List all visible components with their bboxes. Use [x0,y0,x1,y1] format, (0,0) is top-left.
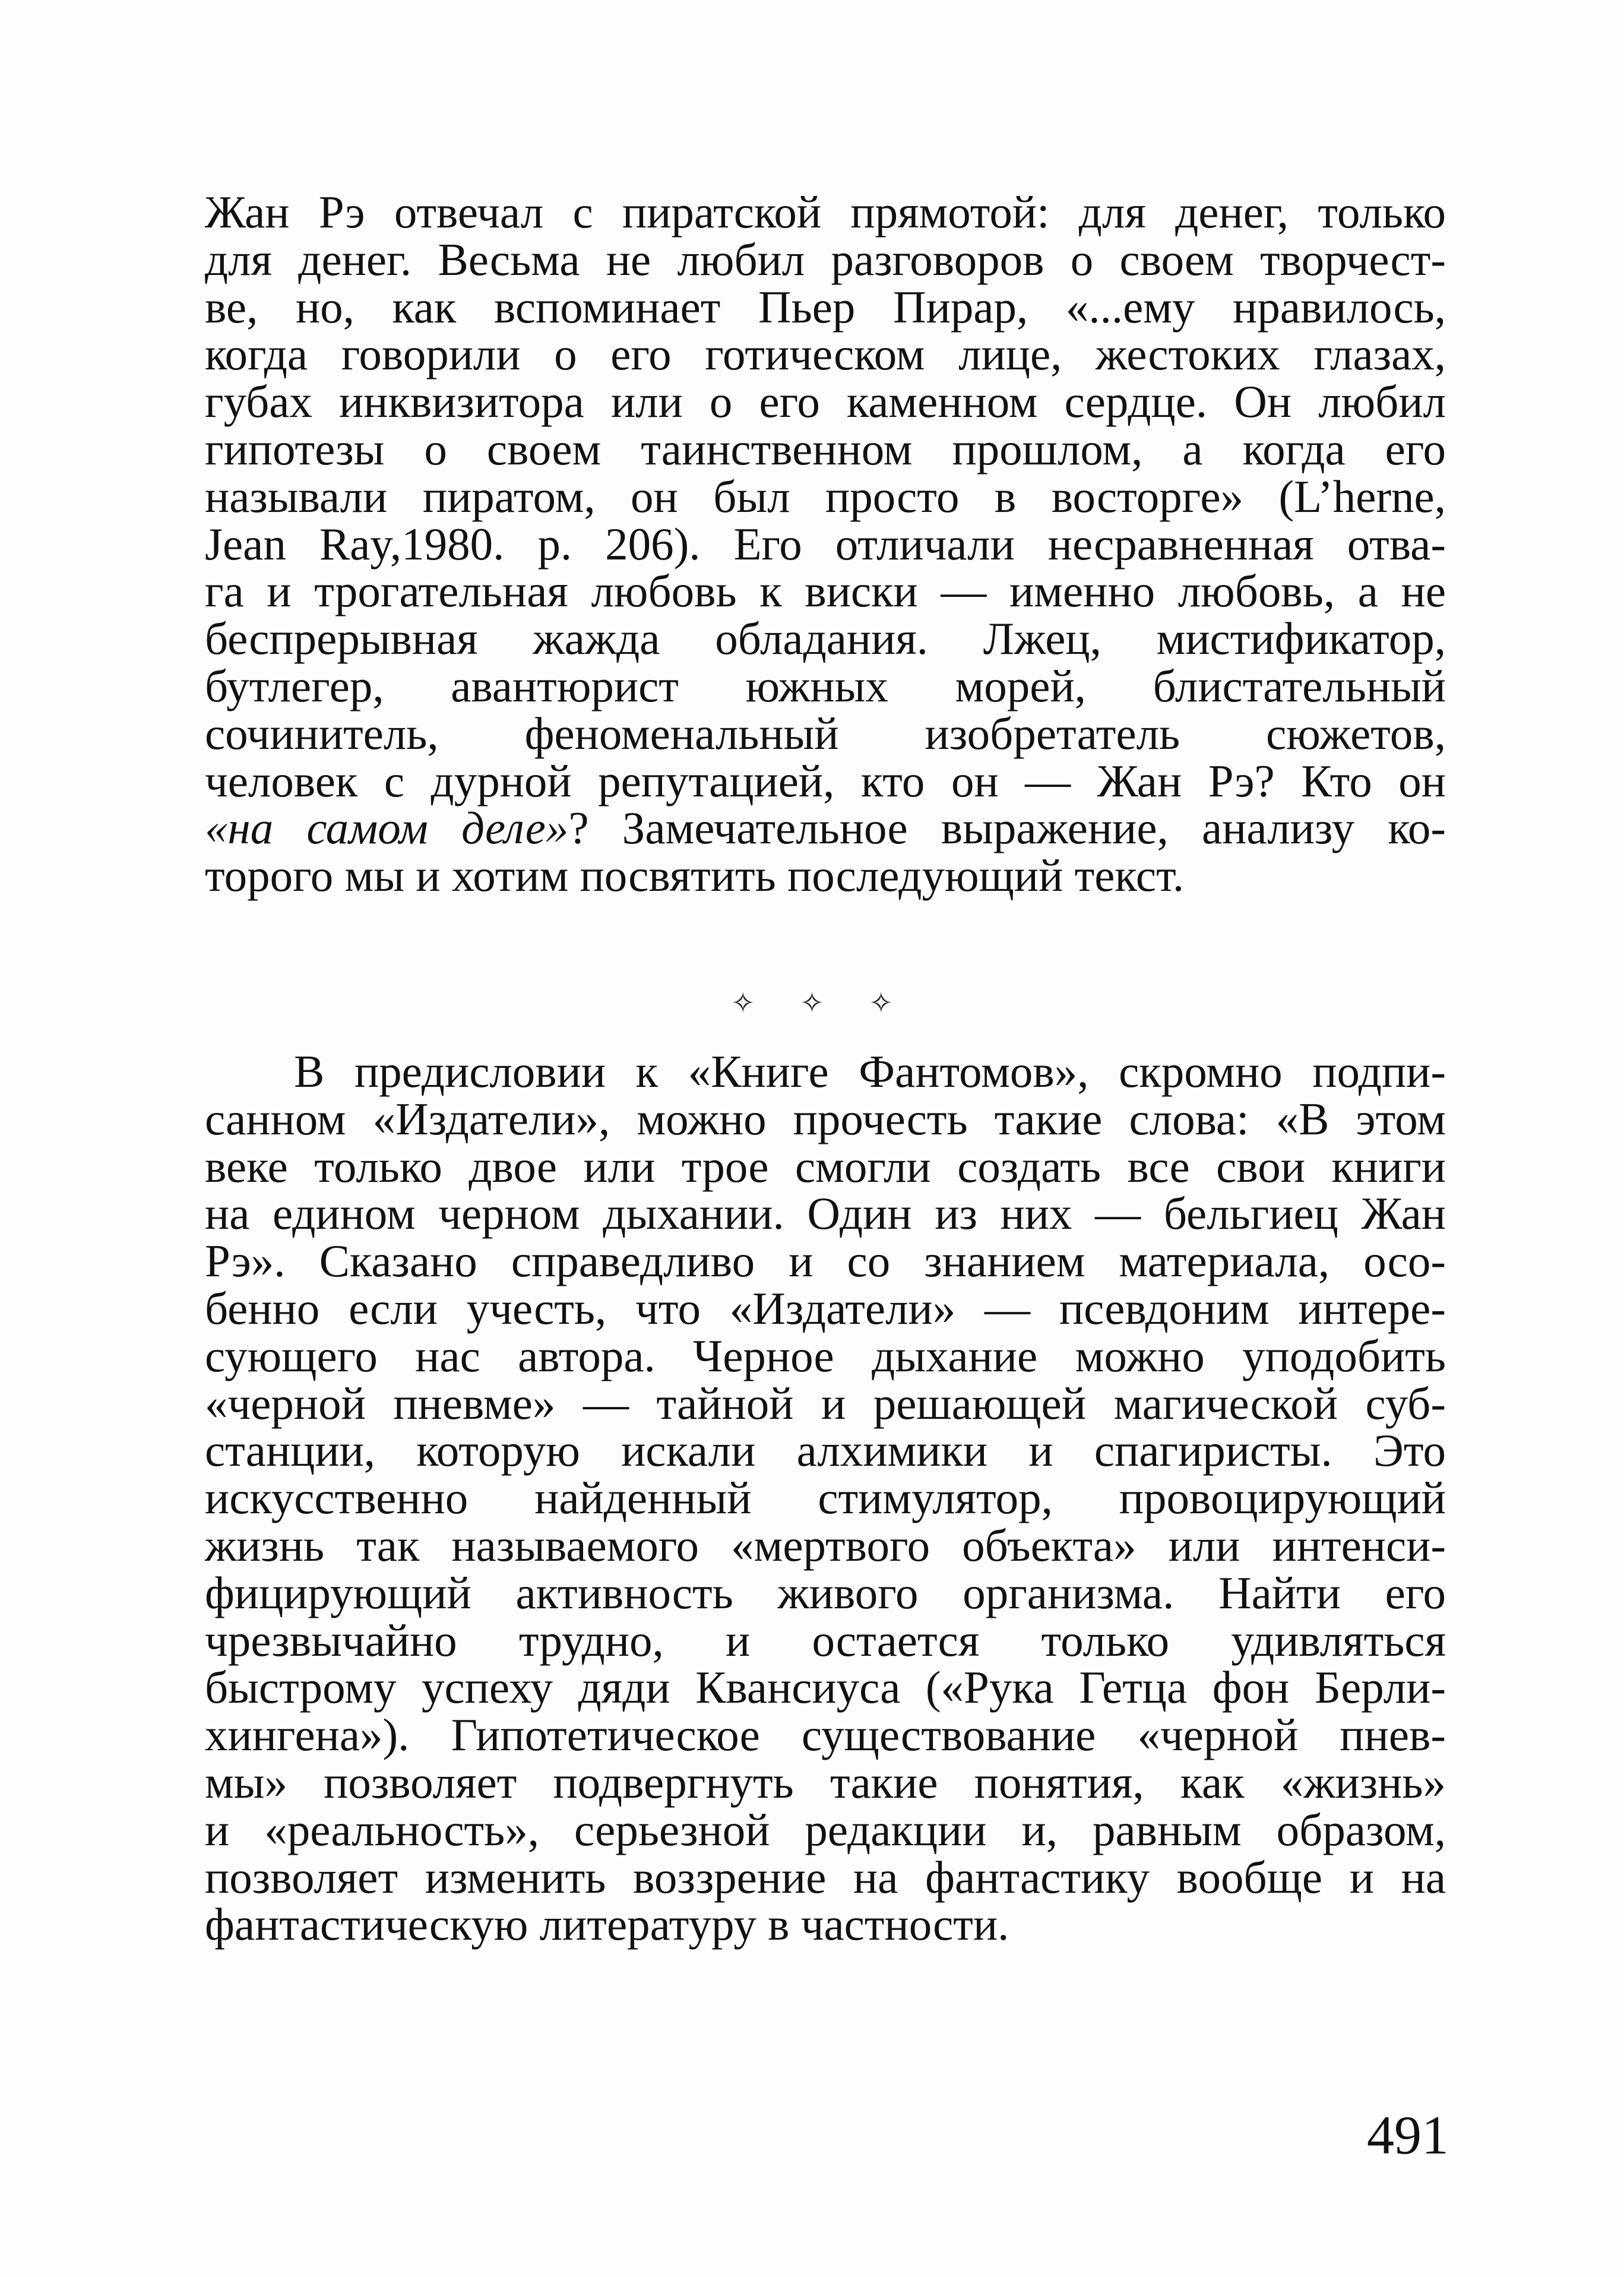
text-line: Рэ». Сказано справедливо и со знанием материала, осо- [205,1235,1446,1287]
text-line: Жан Рэ отвечал с пиратской прямотой: для денег, только [205,186,1446,238]
separator-stars: ✧ ✧ ✧ [731,988,912,1019]
text-line: станции, которую искали алхимики и спагиристы. Это [205,1425,1446,1476]
text-line: для денег. Весьма не любил разговоров о своем творчест- [205,233,1446,285]
text-line: мы» позволяет подвергнуть такие понятия, как «жизнь» [205,1756,1446,1808]
text-line: сующего нас автора. Черное дыхание можно уподобить [205,1330,1446,1381]
text-line: жизнь так называемого «мертвого объекта» или интенси- [205,1519,1446,1571]
text-line: санном «Издатели», можно прочесть такие слова: «В этом [205,1093,1446,1144]
text-fragment: ? Замечательное выражение, анализу ко- [568,802,1446,854]
section-separator [0,983,1624,1024]
paragraph-2 [205,1048,1446,1949]
page-number: 491 [1367,2105,1449,2165]
text-line: беспрерывная жажда обладания. Лжец, мистификатор, [205,613,1446,665]
text-line: фицирующий активность живого организма. Найти его [205,1567,1446,1618]
text-line: хингена»). Гипотетическое существование «черной пнев- [205,1709,1446,1761]
text-line-mixed [205,802,1446,854]
text-line: В предисловии к «Книге Фантомов», скромно подпи- [294,1046,1446,1097]
text-line: чрезвычайно трудно, и остается только удивляться [205,1614,1446,1666]
text-line: позволяет изменить воззрение на фантастику вообще и на [205,1851,1446,1903]
text-line: веке только двое или трое смогли создать все свои книги [205,1140,1446,1192]
text-line: торого мы и хотим посвятить последующий текст. [205,850,1185,902]
text-line: и «реальность», серьезной редакции и, равным образом, [205,1804,1446,1855]
text-line: Jean Ray,1980. p. 206). Его отличали несравненная отва- [205,518,1446,570]
text-line: га и трогательная любовь к виски — именно любовь, а не [205,565,1446,617]
text-line: «черной пневме» — тайной и решающей магической суб- [205,1377,1446,1429]
text-line: быстрому успеху дяди Квансиуса («Рука Гетца фон Берли- [205,1662,1446,1713]
text-line: называли пиратом, он был просто в восторге» (L’herne, [205,470,1446,522]
text-line: искусственно найденный стимулятор, провоцирующий [205,1472,1446,1524]
text-line: когда говорили о его готическом лице, жестоких глазах, [205,328,1446,380]
text-line: губах инквизитора или о его каменном сердце. Он любил [205,376,1446,428]
italic-phrase: «на самом деле» [205,802,569,854]
text-line: бенно если учесть, что «Издатели» — псевдоним интере- [205,1282,1446,1334]
text-line: на едином черном дыхании. Один из них — бельгиец Жан [205,1188,1446,1239]
text-line: ве, но, как вспоминает Пьер Пирар, «...ему нравилось, [205,281,1446,333]
text-line: сочинитель, феноменальный изобретатель сюжетов, [205,707,1446,759]
text-line: фантастическую литературу в частности. [205,1899,1009,1950]
text-line: гипотезы о своем таинственном прошлом, а когда его [205,423,1446,475]
paragraph-1 [205,186,1446,902]
text-line: человек с дурной репутацией, кто он — Жан Рэ? Кто он [205,755,1446,807]
text-line: бутлегер, авантюрист южных морей, блистательный [205,660,1446,711]
